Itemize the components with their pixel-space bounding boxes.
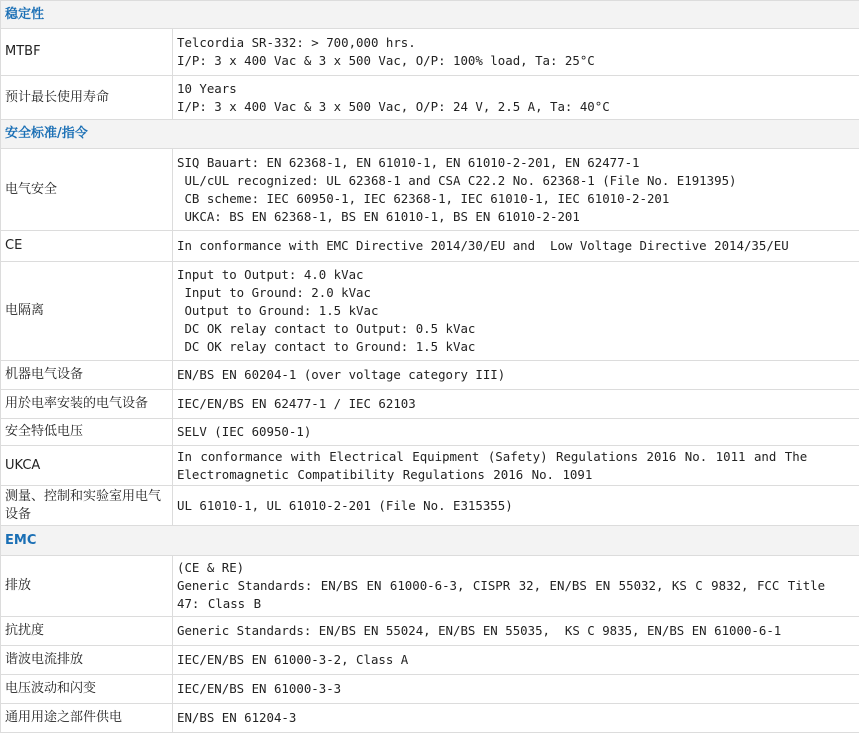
value-line: (CE & RE): [177, 560, 245, 575]
section-header-emc: EMC: [1, 526, 859, 556]
table-row: [1, 361, 859, 390]
table-row: [1, 556, 859, 617]
table-row: [1, 262, 859, 361]
table-row: [1, 675, 859, 704]
section-row: [1, 526, 859, 556]
value-line: IEC/EN/BS EN 62477-1 / IEC 62103: [177, 396, 416, 411]
table-row: [1, 231, 859, 262]
row-label: 预计最长使用寿命: [1, 76, 173, 120]
row-label: 电隔离: [1, 262, 173, 361]
row-value: [173, 486, 859, 526]
section-header-stability: 稳定性: [1, 1, 859, 29]
table-row: [1, 617, 859, 646]
value-line: EN/BS EN 61204-3: [177, 710, 297, 725]
value-line: DC OK relay contact to Output: 0.5 kVac: [177, 321, 476, 336]
table-row: [1, 76, 859, 120]
value-line: SELV (IEC 60950-1): [177, 424, 312, 439]
row-label: 电气安全: [1, 149, 173, 231]
row-label: 抗扰度: [1, 617, 173, 646]
value-line: DC OK relay contact to Ground: 1.5 kVac: [177, 339, 476, 354]
table-row: [1, 646, 859, 675]
row-value: [173, 149, 859, 231]
value-line: 10 Years: [177, 80, 237, 96]
row-value: [173, 29, 859, 76]
row-value: [173, 704, 859, 733]
value-line: IEC/EN/BS EN 61000-3-2, Class A: [177, 652, 409, 667]
value-line: UKCA: BS EN 62368-1, BS EN 61010-1, BS EN 61010-2-201: [177, 208, 580, 224]
row-value: [173, 675, 859, 704]
section-row: [1, 120, 859, 149]
value-line: UL 61010-1, UL 61010-2-201 (File No. E315355): [177, 497, 513, 513]
row-value: [173, 390, 859, 419]
row-label: 用於电率安装的电气设备: [1, 390, 173, 419]
table-row: [1, 390, 859, 419]
row-value: [173, 446, 859, 486]
row-label: 安全特低电压: [1, 419, 173, 446]
section-row: [1, 1, 859, 29]
value-line: CB scheme: IEC 60950-1, IEC 62368-1, IEC 61010-1, IEC 61010-2-201: [177, 190, 670, 206]
row-value: [173, 361, 859, 390]
row-label: 电压波动和闪变: [1, 675, 173, 704]
row-label: UKCA: [1, 446, 173, 486]
row-value: [173, 231, 859, 262]
value-line: SIQ Bauart: EN 62368-1, EN 61010-1, EN 61010-2-201, EN 62477-1: [177, 154, 640, 170]
value-line: UL/cUL recognized: UL 62368-1 and CSA C22.2 No. 62368-1 (File No. E191395): [177, 172, 737, 188]
row-value: [173, 76, 859, 120]
table-row: [1, 29, 859, 76]
table-row: [1, 149, 859, 231]
value-text: Generic Standards: EN/BS EN 61000-6-3, CISPR 32, EN/BS EN 55032, KS C 9832, FCC Title 47: Class B: [177, 578, 826, 611]
row-value: [173, 646, 859, 675]
row-label: 机器电气设备: [1, 361, 173, 390]
row-label: 测量、控制和实验室用电气设备: [1, 486, 173, 526]
row-value: [173, 262, 859, 361]
table-row: [1, 446, 859, 486]
value-line: IEC/EN/BS EN 61000-3-3: [177, 681, 342, 696]
value-text: In conformance with Electrical Equipment (Safety) Regulations 2016 No. 1011 and The Electromagnetic Compatibility Regulations 2016 No. 1091: [177, 448, 808, 482]
row-label: 谐波电流排放: [1, 646, 173, 675]
value-line: Telcordia SR-332: > 700,000 hrs.: [177, 35, 416, 50]
value-line: EN/BS EN 60204-1 (over voltage category III): [177, 367, 506, 382]
section-header-safety: 安全标准/指令: [1, 120, 859, 149]
row-label: 排放: [1, 556, 173, 617]
value-line: Input to Ground: 2.0 kVac: [177, 285, 371, 300]
table-row: [1, 419, 859, 446]
value-line: Output to Ground: 1.5 kVac: [177, 303, 379, 318]
row-label: 通用用途之部件供电: [1, 704, 173, 733]
value-line: I/P: 3 x 400 Vac & 3 x 500 Vac, O/P: 24 V, 2.5 A, Ta: 40°C: [177, 98, 610, 114]
row-value: [173, 617, 859, 646]
value-line: I/P: 3 x 400 Vac & 3 x 500 Vac, O/P: 100% load, Ta: 25°C: [177, 53, 595, 68]
row-value: [173, 419, 859, 446]
table-row: [1, 486, 859, 526]
row-label: MTBF: [1, 29, 173, 76]
value-line: Generic Standards: EN/BS EN 55024, EN/BS EN 55035, KS C 9835, EN/BS EN 61000-6-1: [177, 623, 782, 638]
row-label: CE: [1, 231, 173, 262]
row-value: [173, 556, 859, 617]
table-row: [1, 704, 859, 733]
value-line: Input to Output: 4.0 kVac: [177, 267, 364, 282]
value-line: In conformance with EMC Directive 2014/30/EU and Low Voltage Directive 2014/35/EU: [177, 238, 789, 253]
